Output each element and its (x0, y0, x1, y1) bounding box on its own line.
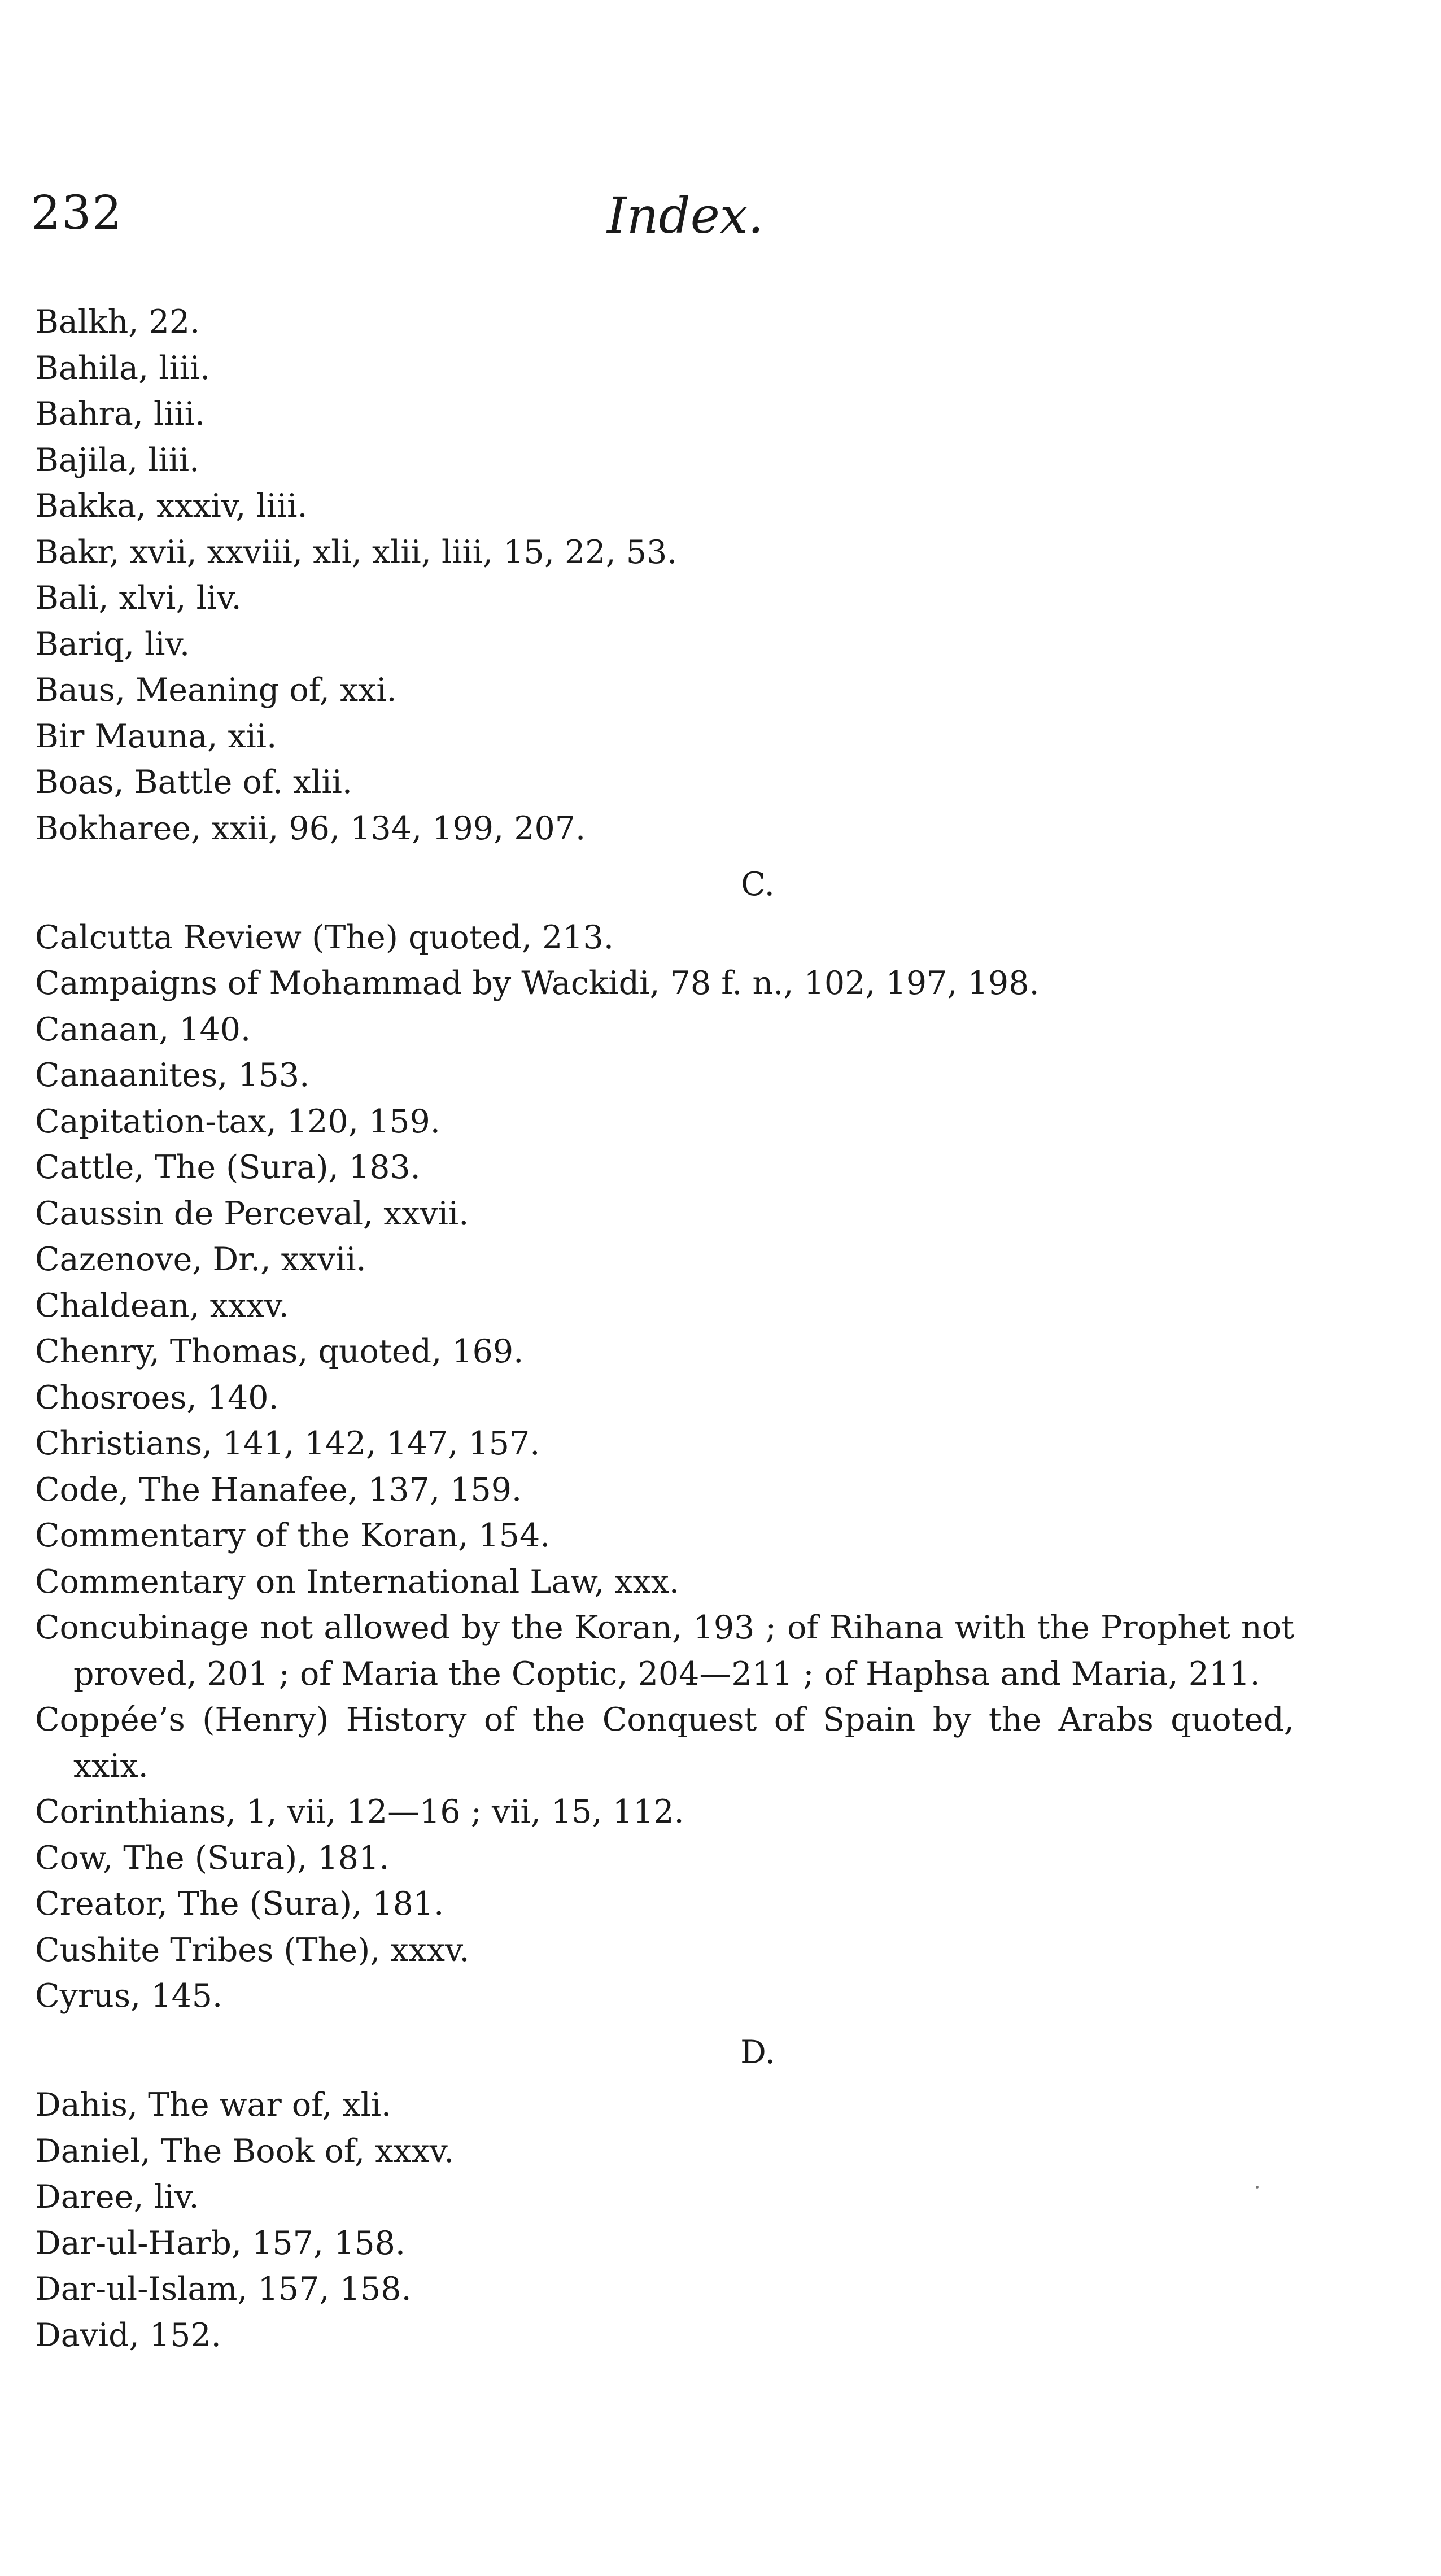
index-entry: Creator, The (Sura), 181. (35, 1885, 444, 1923)
page-header (31, 186, 1302, 254)
index-entry: Dahis, The war of, xli. (35, 2086, 392, 2124)
index-entry: Bali, xlvi, liv. (35, 579, 242, 617)
index-entry: Campaigns of Mohammad by Wackidi, 78 f. n., 102, 197, 198. (35, 965, 1040, 1002)
index-entry: Bahra, liii. (35, 395, 206, 433)
index-entry: Code, The Hanafee, 137, 159. (35, 1471, 522, 1509)
index-list (35, 299, 1294, 2359)
index-entry: Chaldean, xxxv. (35, 1287, 289, 1324)
index-entry: Dar-ul-Islam, 157, 158. (35, 2270, 412, 2308)
index-entry: Cattle, The (Sura), 183. (35, 1149, 421, 1186)
index-entry: Corinthians, 1, vii, 12—16 ; vii, 15, 112. (35, 1793, 684, 1830)
index-entry: Bir Mauna, xii. (35, 717, 277, 755)
page-number: 232 (31, 186, 123, 240)
index-entry: Chosroes, 140. (35, 1379, 279, 1416)
index-entry: David, 152. (35, 2316, 221, 2354)
index-entry: Commentary on International Law, xxx. (35, 1563, 680, 1601)
index-entry: Christians, 141, 142, 147, 157. (35, 1425, 540, 1462)
index-group-b (35, 299, 1294, 852)
index-entry: Baus, Meaning of, xxi. (35, 672, 397, 709)
index-entry: Daniel, The Book of, xxxv. (35, 2132, 455, 2170)
index-entry: Concubinage not allowed by the Koran, 193 ; of Rihana with the Prophet not proved, 201 ; of Maria the Coptic, 204—211 ; of Haphsa and Maria, 211. (35, 1609, 1294, 1693)
section-spacer (35, 2076, 1294, 2082)
index-entry: Canaanites, 153. (35, 1057, 310, 1094)
index-entry: Bariq, liv. (35, 625, 190, 663)
index-entry: Cazenove, Dr., xxvii. (35, 1241, 366, 1278)
index-entry: Caussin de Perceval, xxvii. (35, 1195, 469, 1232)
index-group-d (35, 2030, 1294, 2359)
running-title: Index. (607, 186, 764, 245)
index-entry: Coppée’s (Henry) History of the Conquest of Spain by the Arabs quoted, xxix. (35, 1701, 1294, 1785)
index-entry: Commentary of the Koran, 154. (35, 1517, 551, 1554)
section-heading-d: D. (740, 2033, 775, 2071)
section-heading-c: C. (741, 866, 775, 903)
index-entry: Balkh, 22. (35, 303, 200, 341)
index-entry: Cow, The (Sura), 181. (35, 1839, 390, 1877)
index-entry: Daree, liv. (35, 2178, 199, 2216)
index-entry: Bakka, xxxiv, liii. (35, 487, 308, 525)
index-entry: Cyrus, 145. (35, 1977, 223, 2015)
ink-speck (1256, 2186, 1259, 2189)
index-entry: Capitation-tax, 120, 159. (35, 1102, 440, 1140)
index-entry: Bajila, liii. (35, 441, 200, 479)
index-entry: Bakr, xvii, xxviii, xli, xlii, liii, 15, 22, 53. (35, 533, 678, 571)
index-group-c (35, 862, 1294, 2020)
index-entry: Canaan, 140. (35, 1010, 251, 1048)
index-entry: Bahila, liii. (35, 349, 211, 387)
index-entry: Boas, Battle of. xlii. (35, 764, 353, 801)
index-entry: Calcutta Review (The) quoted, 213. (35, 918, 614, 956)
index-entry: Bokharee, xxii, 96, 134, 199, 207. (35, 809, 586, 847)
section-spacer (35, 908, 1294, 915)
index-entry: Dar-ul-Harb, 157, 158. (35, 2224, 406, 2262)
index-entry: Cushite Tribes (The), xxxv. (35, 1931, 470, 1969)
index-entry: Chenry, Thomas, quoted, 169. (35, 1333, 524, 1370)
